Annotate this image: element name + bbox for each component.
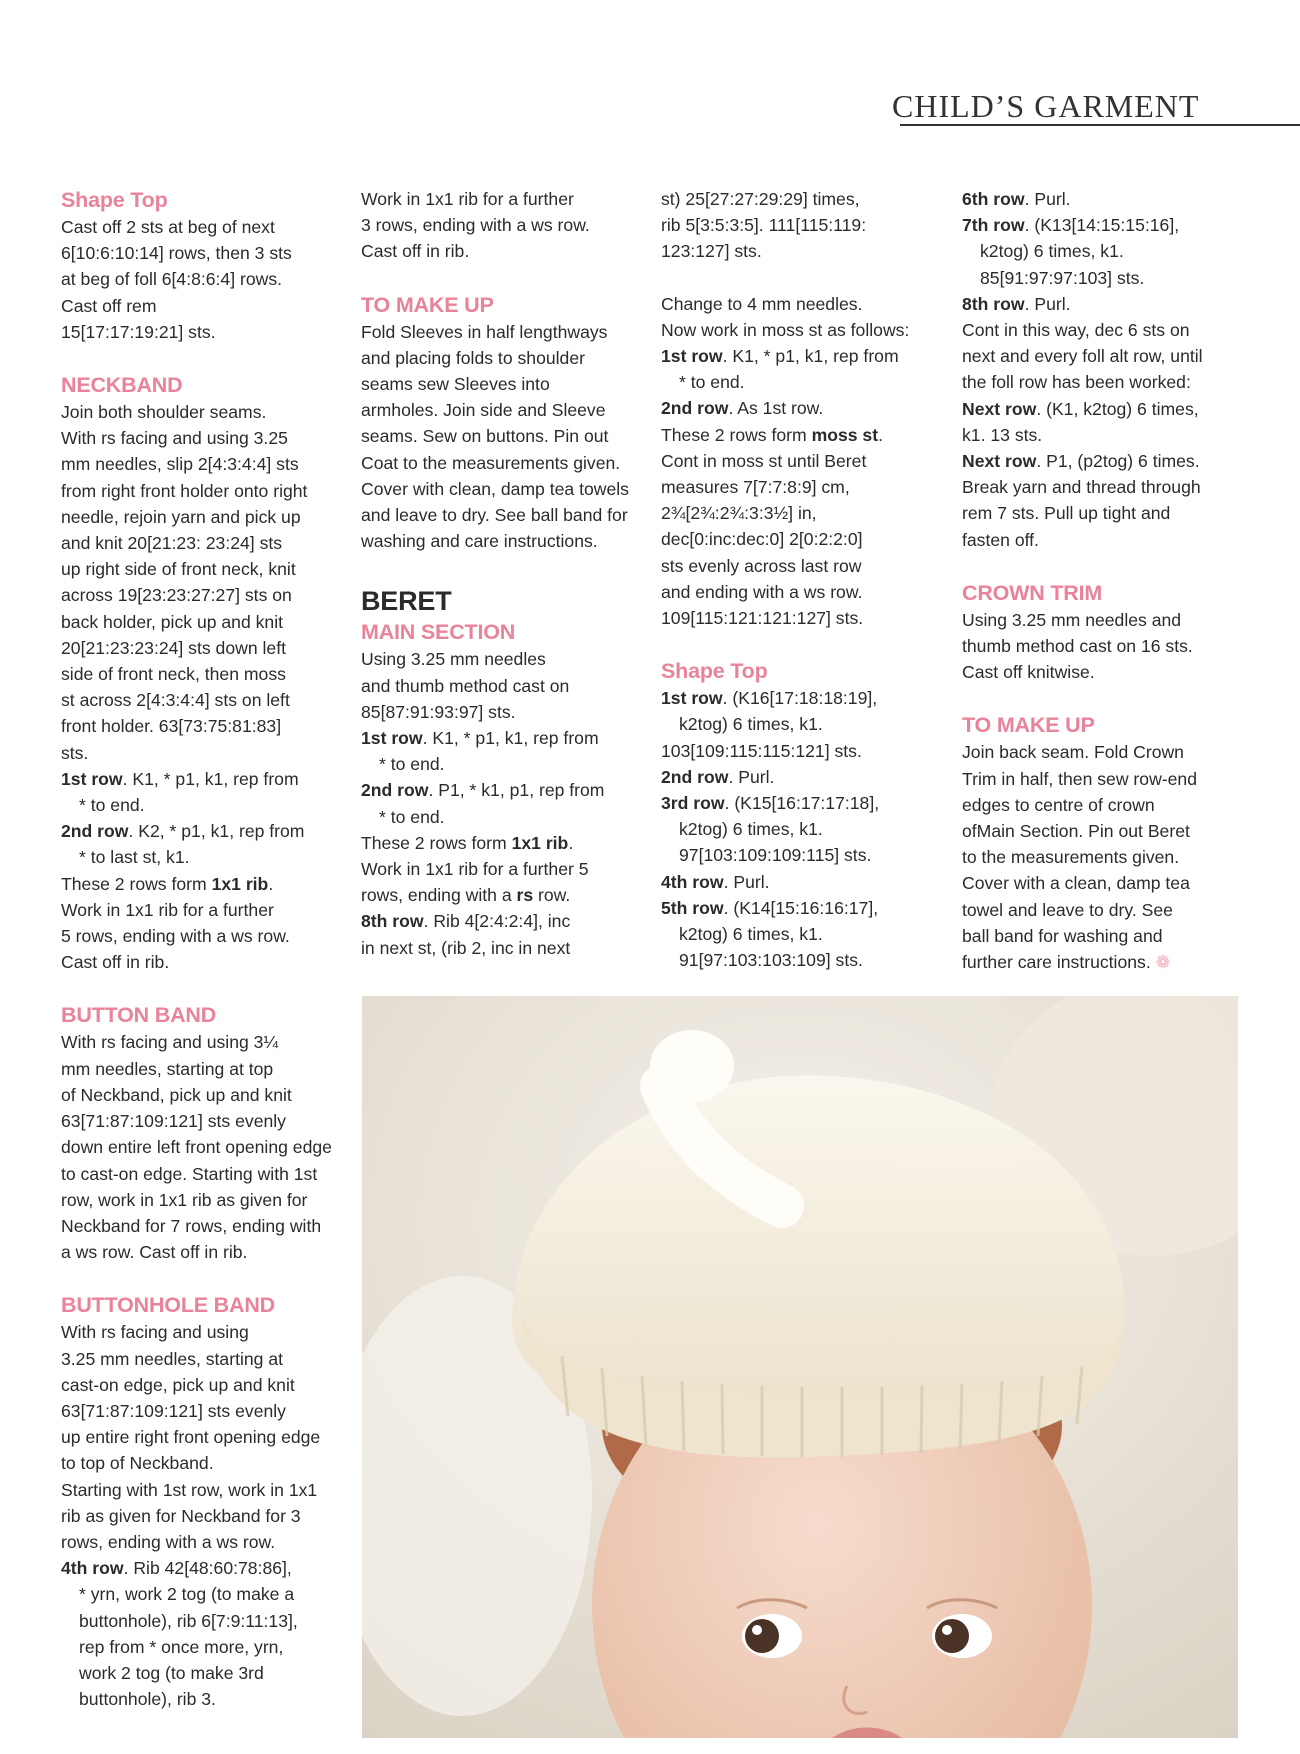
heading-button-band: BUTTON BAND — [61, 1003, 217, 1028]
text-line: seams. Sew on buttons. Pin out — [361, 426, 609, 447]
neckband-rib-note: These 2 rows form 1x1 rib. — [61, 873, 274, 894]
main-row-2: 2nd row. P1, * k1, p1, rep from — [361, 780, 605, 801]
text-line: ofMain Section. Pin out Beret — [962, 821, 1190, 842]
text-line: rem 7 sts. Pull up tight and — [962, 503, 1171, 524]
beret-make-up-text — [962, 739, 1247, 949]
text-line: side of front neck, then moss — [61, 664, 286, 685]
text-line: Starting with 1st row, work in 1x1 — [61, 1479, 318, 1500]
shape-row-3-cont — [661, 816, 946, 868]
text-line: Change to 4 mm needles. — [661, 293, 863, 314]
moss-intro-text — [661, 291, 946, 343]
text-line: seams sew Sleeves into — [361, 374, 550, 395]
text-line: at beg of foll 6[4:8:6:4] rows. — [61, 269, 283, 290]
text-line: With rs facing and using 3.25 — [61, 428, 288, 449]
button-band-text — [61, 1029, 346, 1265]
text-line: Work in 1x1 rib for a further — [61, 899, 274, 920]
text-line: Fold Sleeves in half lengthways — [361, 321, 608, 342]
baby-beret-photo — [362, 996, 1238, 1738]
text-line: rib as given for Neckband for 3 — [61, 1505, 301, 1526]
shape-top-text — [61, 214, 346, 345]
text-line: next and every foll alt row, until — [962, 346, 1203, 367]
shape-row-4: 4th row. Purl. — [661, 871, 770, 892]
text-line: the foll row has been worked: — [962, 372, 1191, 393]
text-line: Trim in half, then sew row-end — [962, 768, 1197, 789]
text-line: down entire left front opening edge — [61, 1137, 332, 1158]
text-line: and thumb method cast on — [361, 675, 570, 696]
shape-row-5: 5th row. (K14[15:16:16:17], — [661, 897, 879, 918]
header-rule — [900, 124, 1300, 126]
text-line: 20[21:23:23:24] sts down left — [61, 637, 286, 658]
text-line: dec[0:inc:dec:0] 2[0:2:2:0] — [661, 529, 863, 550]
text-line: 85[87:91:93:97] sts. — [361, 701, 516, 722]
text-line: 63[71:87:109:121] sts evenly — [61, 1111, 286, 1132]
text-line: sts evenly across last row — [661, 555, 862, 576]
end-mark-icon: ❁ — [1155, 952, 1171, 973]
main-further-text — [361, 856, 646, 882]
moss-row-1: 1st row. K1, * p1, k1, rep from — [661, 346, 899, 367]
text-line: needle, rejoin yarn and pick up — [61, 506, 301, 527]
text-line: st) 25[27:27:29:29] times, — [661, 189, 860, 209]
text-line: cast-on edge, pick up and knit — [61, 1374, 295, 1395]
text-line: of Neckband, pick up and knit — [61, 1084, 292, 1105]
text-line: row, work in 1x1 rib as given for — [61, 1189, 308, 1210]
text-line: thumb method cast on 16 sts. — [962, 636, 1193, 657]
text-line: mm needles, starting at top — [61, 1058, 274, 1079]
main-further-end: rows, ending with a rs row. — [361, 885, 571, 906]
text-line: sts. — [61, 742, 89, 763]
neckband-end-text — [61, 897, 346, 976]
text-line: Join both shoulder seams. — [61, 402, 267, 423]
column-4 — [962, 186, 1247, 975]
text-line: 15[17:17:19:21] sts. — [61, 321, 216, 342]
text-line: Using 3.25 mm needles and — [962, 609, 1182, 630]
text-line: up right side of front neck, knit — [61, 559, 296, 580]
text-line: buttonhole), rib 3. — [79, 1689, 216, 1710]
neckband-row-1: 1st row. K1, * p1, k1, rep from — [61, 768, 299, 789]
text-line: With rs facing and using — [61, 1322, 249, 1343]
moss-st-note: These 2 rows form moss st. — [661, 424, 883, 445]
text-line: to cast-on edge. Starting with 1st — [61, 1163, 318, 1184]
shape-row-8: 8th row. Purl. — [962, 293, 1071, 314]
photo-illustration — [362, 996, 1238, 1738]
neckband-text — [61, 399, 346, 766]
text-line: Cast off knitwise. — [962, 662, 1095, 683]
text-line: Coat to the measurements given. — [361, 452, 621, 473]
main-rib-note: These 2 rows form 1x1 rib. — [361, 832, 574, 853]
main-row-8: 8th row. Rib 4[2:4:2:4], inc — [361, 911, 571, 932]
break-yarn-text — [962, 474, 1247, 553]
text-line: * yrn, work 2 tog (to make a — [79, 1584, 295, 1605]
text-line: rep from * once more, yrn, — [79, 1636, 284, 1657]
text-line: st across 2[4:3:4:4] sts on left — [61, 690, 290, 711]
text-line: Cast off rem — [61, 295, 157, 316]
shape-row-3: 3rd row. (K15[16:17:17:18], — [661, 793, 880, 814]
shape-row-5-cont — [661, 921, 946, 973]
sleeve-rib-text — [361, 186, 646, 265]
shape-row-7: 7th row. (K13[14:15:15:16], — [962, 215, 1180, 236]
text-line: 3.25 mm needles, starting at — [61, 1348, 283, 1369]
buttonhole-band-text — [61, 1319, 346, 1555]
text-line: Cover with a clean, damp tea — [962, 873, 1190, 894]
text-line: Now work in moss st as follows: — [661, 319, 910, 340]
neckband-row-1-cont: * to end. — [79, 795, 145, 816]
heading-main-section: MAIN SECTION — [361, 620, 516, 645]
text-line: work 2 tog (to make 3rd — [79, 1662, 264, 1683]
text-line: rib 5[3:5:3:5]. 111[115:119: — [661, 215, 867, 236]
text-line: Cont in moss st until Beret — [661, 450, 867, 471]
heading-to-make-up: TO MAKE UP — [361, 292, 494, 317]
shape-row-1-after: 103[109:115:115:121] sts. — [661, 740, 862, 761]
text-line: 3 rows, ending with a ws row. — [361, 215, 590, 236]
shape-row-1: 1st row. (K16[17:18:18:19], — [661, 688, 878, 709]
moss-row-1-cont: * to end. — [679, 372, 745, 393]
next-row-2: Next row. P1, (p2tog) 6 times. — [962, 451, 1200, 472]
text-line: Join back seam. Fold Crown — [962, 742, 1184, 763]
text-line: and ending with a ws row. — [661, 581, 863, 602]
text-line: Work in 1x1 rib for a further — [361, 189, 574, 209]
text-line: measures 7[7:7:8:9] cm, — [661, 477, 850, 498]
heading-beret: BERET — [361, 586, 452, 617]
text-line: 6[10:6:10:14] rows, then 3 sts — [61, 243, 292, 264]
text-line: k2tog) 6 times, k1. — [679, 714, 823, 735]
text-line: 123:127] sts. — [661, 241, 762, 262]
heading-crown-trim: CROWN TRIM — [962, 580, 1103, 605]
buttonhole-row-4-cont — [61, 1581, 346, 1712]
main-row-8-cont: in next st, (rib 2, inc in next — [361, 937, 571, 958]
text-line: washing and care instructions. — [361, 531, 598, 552]
heading-beret-make-up: TO MAKE UP — [962, 713, 1095, 738]
text-line: k2tog) 6 times, k1. — [980, 241, 1124, 262]
text-line: k2tog) 6 times, k1. — [679, 924, 823, 945]
main-row-1: 1st row. K1, * p1, k1, rep from — [361, 728, 599, 749]
text-line: fasten off. — [962, 529, 1039, 550]
neckband-row-2: 2nd row. K2, * p1, k1, rep from — [61, 821, 305, 842]
moss-row-2: 2nd row. As 1st row. — [661, 398, 824, 419]
text-line: edges to centre of crown — [962, 794, 1155, 815]
text-line: and leave to dry. See ball band for — [361, 505, 628, 526]
text-line: and knit 20[21:23: 23:24] sts — [61, 533, 283, 554]
shape-row-7-cont — [962, 238, 1247, 290]
neckband-row-2-cont: * to last st, k1. — [79, 847, 190, 868]
text-line: Cast off 2 sts at beg of next — [61, 217, 275, 237]
increase-text — [661, 186, 946, 265]
column-1 — [61, 186, 346, 1712]
text-line: With rs facing and using 3¼ — [61, 1032, 279, 1053]
main-row-2-cont: * to end. — [379, 806, 445, 827]
buttonhole-row-4: 4th row. Rib 42[48:60:78:86], — [61, 1558, 292, 1579]
text-line: from right front holder onto right — [61, 480, 308, 501]
next-row-1-after: k1. 13 sts. — [962, 424, 1043, 445]
main-section-text — [361, 646, 646, 725]
text-line: mm needles, slip 2[4:3:4:4] sts — [61, 454, 299, 475]
cont-dec-text — [962, 317, 1247, 396]
text-line: buttonhole), rib 6[7:9:11:13], — [79, 1610, 298, 1631]
next-row-1: Next row. (K1, k2tog) 6 times, — [962, 398, 1199, 419]
text-line: to the measurements given. — [962, 847, 1180, 868]
text-line: Cont in this way, dec 6 sts on — [962, 320, 1190, 341]
beret-make-up-last: further care instructions. ❁ — [962, 952, 1171, 973]
text-line: 97[103:109:109:115] sts. — [679, 845, 872, 866]
text-line: up entire right front opening edge — [61, 1427, 321, 1448]
text-line: towel and leave to dry. See — [962, 899, 1173, 920]
text-line: and placing folds to shoulder — [361, 347, 585, 368]
text-line: ball band for washing and — [962, 925, 1163, 946]
text-line: to top of Neckband. — [61, 1453, 214, 1474]
text-line: 63[71:87:109:121] sts evenly — [61, 1400, 286, 1421]
text-line: back holder, pick up and knit — [61, 611, 284, 632]
text-line: a ws row. Cast off in rib. — [61, 1242, 248, 1263]
shape-row-1-cont — [661, 711, 946, 737]
text-line: armholes. Join side and Sleeve — [361, 400, 606, 421]
text-line: across 19[23:23:27:27] sts on — [61, 585, 292, 606]
make-up-text — [361, 319, 646, 555]
text-line: Cast off in rib. — [361, 241, 470, 262]
heading-buttonhole-band: BUTTONHOLE BAND — [61, 1293, 275, 1318]
text-line: Work in 1x1 rib for a further 5 — [361, 859, 589, 880]
text-line: Neckband for 7 rows, ending with — [61, 1215, 322, 1236]
text-line: 2¾[2¾:2¾:3:3½] in, — [661, 503, 817, 524]
crown-trim-text — [962, 607, 1247, 686]
heading-shape-top: Shape Top — [61, 188, 168, 212]
main-row-1-cont: * to end. — [379, 754, 445, 775]
text-line: 5 rows, ending with a ws row. — [61, 926, 290, 947]
column-3 — [661, 186, 946, 973]
text-line: k2tog) 6 times, k1. — [679, 819, 823, 840]
shape-row-2: 2nd row. Purl. — [661, 766, 775, 787]
heading-neckband: NECKBAND — [61, 373, 183, 398]
text-line: front holder. 63[73:75:81:83] — [61, 716, 282, 737]
text-line: 109[115:121:121:127] sts. — [661, 608, 864, 629]
text-line: 91[97:103:103:109] sts. — [679, 950, 863, 971]
text-line: Cast off in rib. — [61, 952, 170, 973]
shape-row-6: 6th row. Purl. — [962, 189, 1071, 209]
section-title: CHILD’S GARMENT — [892, 88, 1200, 124]
heading-beret-shape-top: Shape Top — [661, 659, 768, 684]
text-line: Break yarn and thread through — [962, 477, 1201, 498]
text-line: 85[91:97:97:103] sts. — [980, 267, 1145, 288]
text-line: Using 3.25 mm needles — [361, 649, 546, 670]
text-line: Cover with clean, damp tea towels — [361, 478, 629, 499]
text-line: rows, ending with a ws row. — [61, 1531, 276, 1552]
column-2 — [361, 186, 646, 961]
moss-cont-text — [661, 448, 946, 631]
